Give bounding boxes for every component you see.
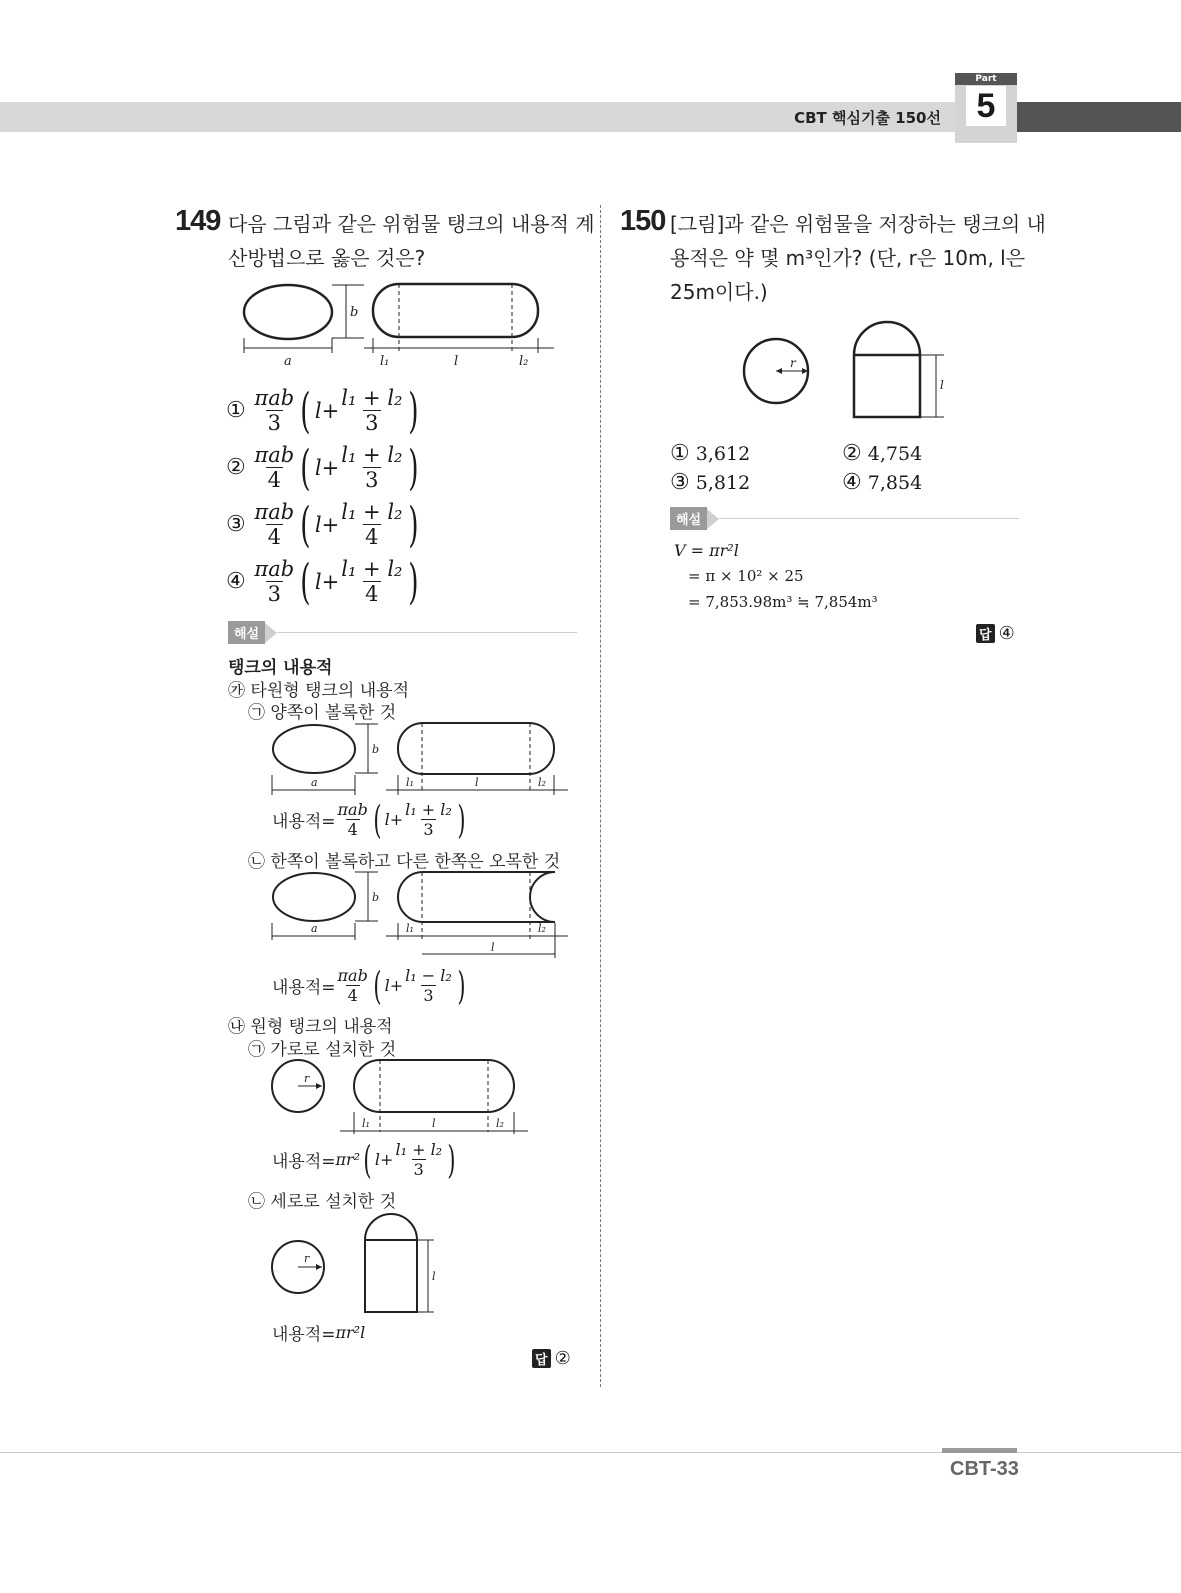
option-3[interactable]: ③ 5,812 [670,470,751,495]
vertical-tank-figure [738,318,950,423]
part-label: Part [955,73,1017,85]
header-title: CBT 핵심기출 150선 [794,109,941,127]
explanation-item-b: ㉯ 원형 탱크의 내용적 [228,1017,393,1037]
svg-text:l₁: l₁ [380,354,390,369]
solution-line1: V = πr²l [674,541,739,560]
question-number: 150 [620,205,666,237]
svg-text:b: b [372,743,380,756]
svg-text:a: a [284,354,292,369]
formula-concave: 내용적= $\frac{\text{πab}}{4}$ ( l + $\frac{\text{l₁ − l₂}}{3}$ ) [272,963,466,1008]
explanation-item-a1: ㉠ 양쪽이 볼록한 것 [248,703,397,723]
answer-150: 답 ④ [976,623,1015,644]
ellipse-tank-convex-figure [268,720,573,798]
explanation-item-b2: ㉡ 세로로 설치한 것 [248,1192,397,1212]
explanation-badge: 해설 [670,507,1019,530]
option-3[interactable]: ③ $\frac{\text{πab}}{4}$ ( l + $\frac{\text{l₁ + l₂}}{4}$ ) [226,496,419,553]
svg-text:l: l [475,776,479,789]
vertical-cylinder-figure [268,1210,448,1318]
svg-text:l₂: l₂ [538,922,546,935]
svg-text:b: b [372,891,380,904]
ellipse-tank-figure [236,278,566,373]
solution-line3: = 7,853.98m³ ≒ 7,854m³ [688,593,878,611]
question-text-line3: 25m이다.) [670,280,768,304]
option-1[interactable]: ① $\frac{\text{πab}}{3}$ ( l + $\frac{\text{l₁ + l₂}}{3}$ ) [226,382,419,439]
question-text-line1: 다음 그림과 같은 위험물 탱크의 내용적 계 [228,212,595,236]
svg-text:l₁: l₁ [406,776,414,789]
svg-text:l₂: l₂ [538,776,546,789]
explanation-item-a2: ㉡ 한쪽이 볼록하고 다른 한쪽은 오목한 것 [248,852,561,872]
explanation-badge: 해설 [228,621,577,644]
horizontal-cylinder-figure [268,1056,533,1136]
svg-text:r: r [304,1252,310,1265]
option-4[interactable]: ④ $\frac{\text{πab}}{3}$ ( l + $\frac{\text{l₁ + l₂}}{4}$ ) [226,553,419,610]
explanation-title: 탱크의 내용적 [228,658,333,678]
option-2[interactable]: ② 4,754 [842,441,923,466]
svg-text:l: l [491,941,495,954]
formula-horizontal: 내용적= πr² ( l + $\frac{\text{l₁ + l₂}}{3}$ ) [272,1137,456,1182]
option-1[interactable]: ① 3,612 [670,441,751,466]
explanation-item-a: ㉮ 타원형 탱크의 내용적 [228,681,410,701]
formula-convex: 내용적= $\frac{\text{πab}}{4}$ ( l + $\frac{\text{l₁ + l₂}}{3}$ ) [272,797,466,842]
footer-bar [942,1448,1017,1453]
svg-text:l: l [432,1270,436,1283]
svg-text:l₂: l₂ [496,1117,504,1130]
option-4[interactable]: ④ 7,854 [842,470,923,495]
svg-text:l₁: l₁ [406,922,414,935]
part-number: 5 [966,86,1006,126]
svg-text:l: l [940,378,944,392]
svg-text:l₂: l₂ [519,354,529,369]
svg-text:l₁: l₁ [362,1117,370,1130]
page-number: CBT-33 [950,1458,1019,1480]
question-text-line2: 용적은 약 몇 m³인가? (단, r은 10m, l은 [670,246,1026,270]
svg-text:r: r [790,356,796,370]
svg-text:b: b [350,305,359,320]
svg-text:a: a [311,922,318,935]
svg-text:a: a [311,776,318,789]
question-number: 149 [175,205,221,237]
answer-149: 답 ② [532,1348,571,1369]
solution-line2: = π × 10² × 25 [688,567,804,585]
question-text-line1: [그림]과 같은 위험물을 저장하는 탱크의 내 [670,212,1046,236]
header-band-dark [1016,102,1181,132]
question-text-line2: 산방법으로 옳은 것은? [228,246,426,270]
svg-text:r: r [304,1072,310,1085]
svg-text:l: l [454,354,459,369]
ellipse-tank-concave-figure [268,868,573,960]
option-2[interactable]: ② $\frac{\text{πab}}{4}$ ( l + $\frac{\text{l₁ + l₂}}{3}$ ) [226,439,419,496]
column-divider [600,205,601,1387]
formula-vertical: 내용적= πr²l [272,1323,366,1345]
svg-text:l: l [432,1117,436,1130]
explanation-item-b1: ㉠ 가로로 설치한 것 [248,1040,397,1060]
